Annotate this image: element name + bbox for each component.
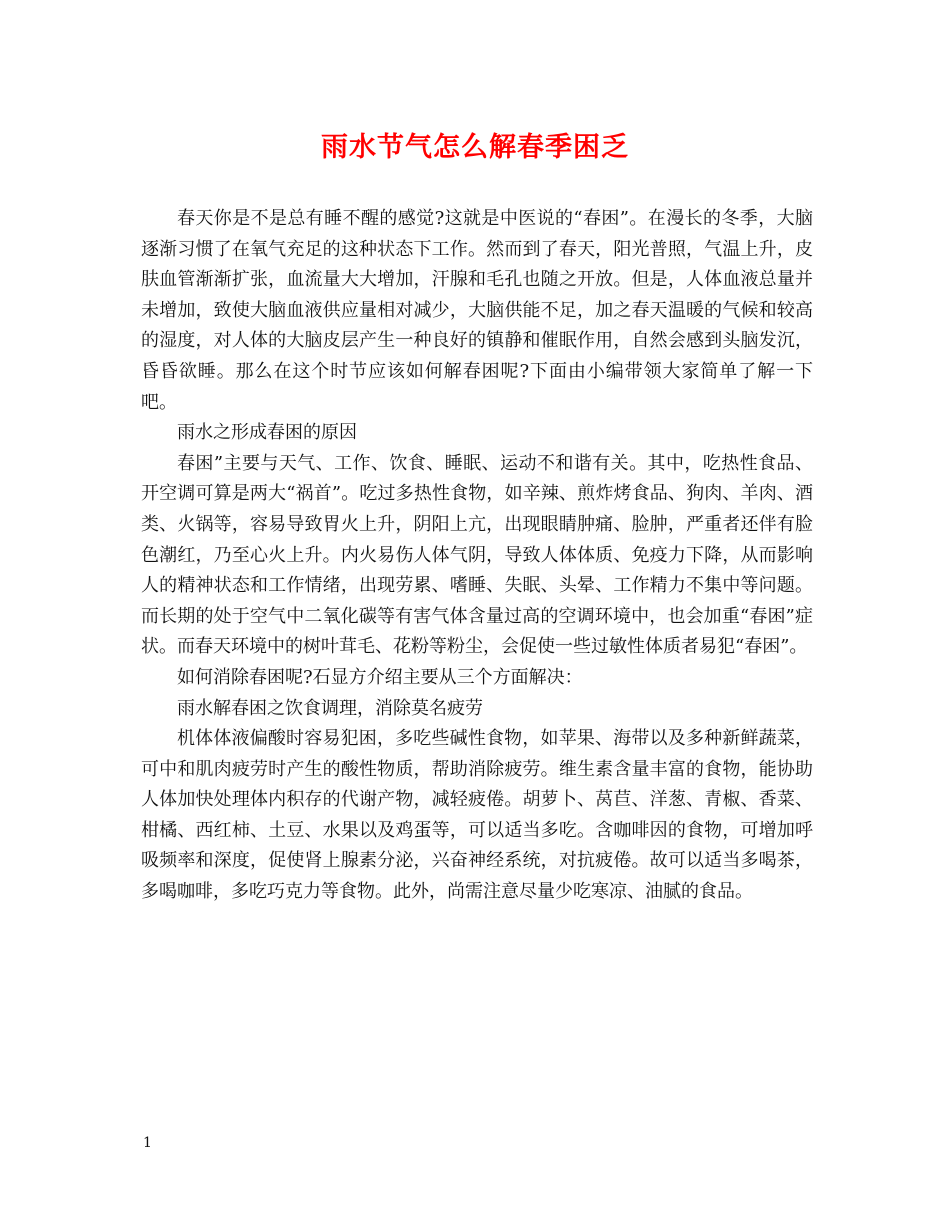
- paragraph-solutions-intro: 如何消除春困呢?石显方介绍主要从三个方面解决：: [177, 666, 583, 688]
- paragraph-intro: 春天你是不是总有睡不醒的感觉?这就是中医说的“春困”。在漫长的冬季，大脑逐渐习惯了在氧气充足的这种状态下工作。然而到了春天，阳光普照，气温上升，皮肤血管渐渐扩张，血流量大大增加，汗腺和毛孔也随之开放。但是，人体血液总量并未增加，致使大脑血液供应量相对减少，大脑供能不足，加之春天温暖的气候和较高的湿度，对人体的大脑皮层产生一种良好的镇静和催眠作用，自然会感到头脑发沉，昏昏欲睡。那么在这个时节应该如何解春困呢?下面由小编带领大家简单了解一下吧。: [141, 208, 813, 413]
- page-number: 1: [143, 1135, 152, 1151]
- paragraph-causes: 春困”主要与天气、工作、饮食、睡眠、运动不和谐有关。其中，吃热性食品、开空调可算是两大“祸首”。吃过多热性食物，如辛辣、煎炸烤食品、狗肉、羊肉、酒类、火锅等，容易导致胃火上升，阴阳上亢，出现眼睛肿痛、脸肿，严重者还伴有脸色潮红，乃至心火上升。内火易伤人体气阴，导致人体体质、免疫力下降，从而影响人的精神状态和工作情绪，出现劳累、嗜睡、失眠、头晕、工作精力不集中等问题。而长期的处于空气中二氧化碳等有害气体含量过高的空调环境中，也会加重“春困”症状。而春天环境中的树叶茸毛、花粉等粉尘，会促使一些过敏性体质者易犯“春困”。: [141, 452, 813, 658]
- document-title: 雨水节气怎么解春季困乏: [321, 132, 629, 163]
- section-heading-causes: 雨水之形成春困的原因: [177, 422, 357, 444]
- section-heading-diet: 雨水解春困之饮食调理，消除莫名疲劳: [177, 697, 483, 719]
- paragraph-diet: 机体体液偏酸时容易犯困，多吃些碱性食物，如苹果、海带以及多种新鲜蔬菜，可中和肌肉疲劳时产生的酸性物质，帮助消除疲劳。维生素含量丰富的食物，能协助人体加快处理体内积存的代谢产物，减轻疲倦。胡萝卜、莴苣、洋葱、青椒、香菜、柑橘、西红柿、土豆、水果以及鸡蛋等，可以适当多吃。含咖啡因的食物，可增加呼吸频率和深度，促使肾上腺素分泌，兴奋神经系统，对抗疲倦。故可以适当多喝茶，多喝咖啡，多吃巧克力等食物。此外，尚需注意尽量少吃寒凉、油腻的食品。: [141, 728, 813, 903]
- document-body: [141, 204, 813, 908]
